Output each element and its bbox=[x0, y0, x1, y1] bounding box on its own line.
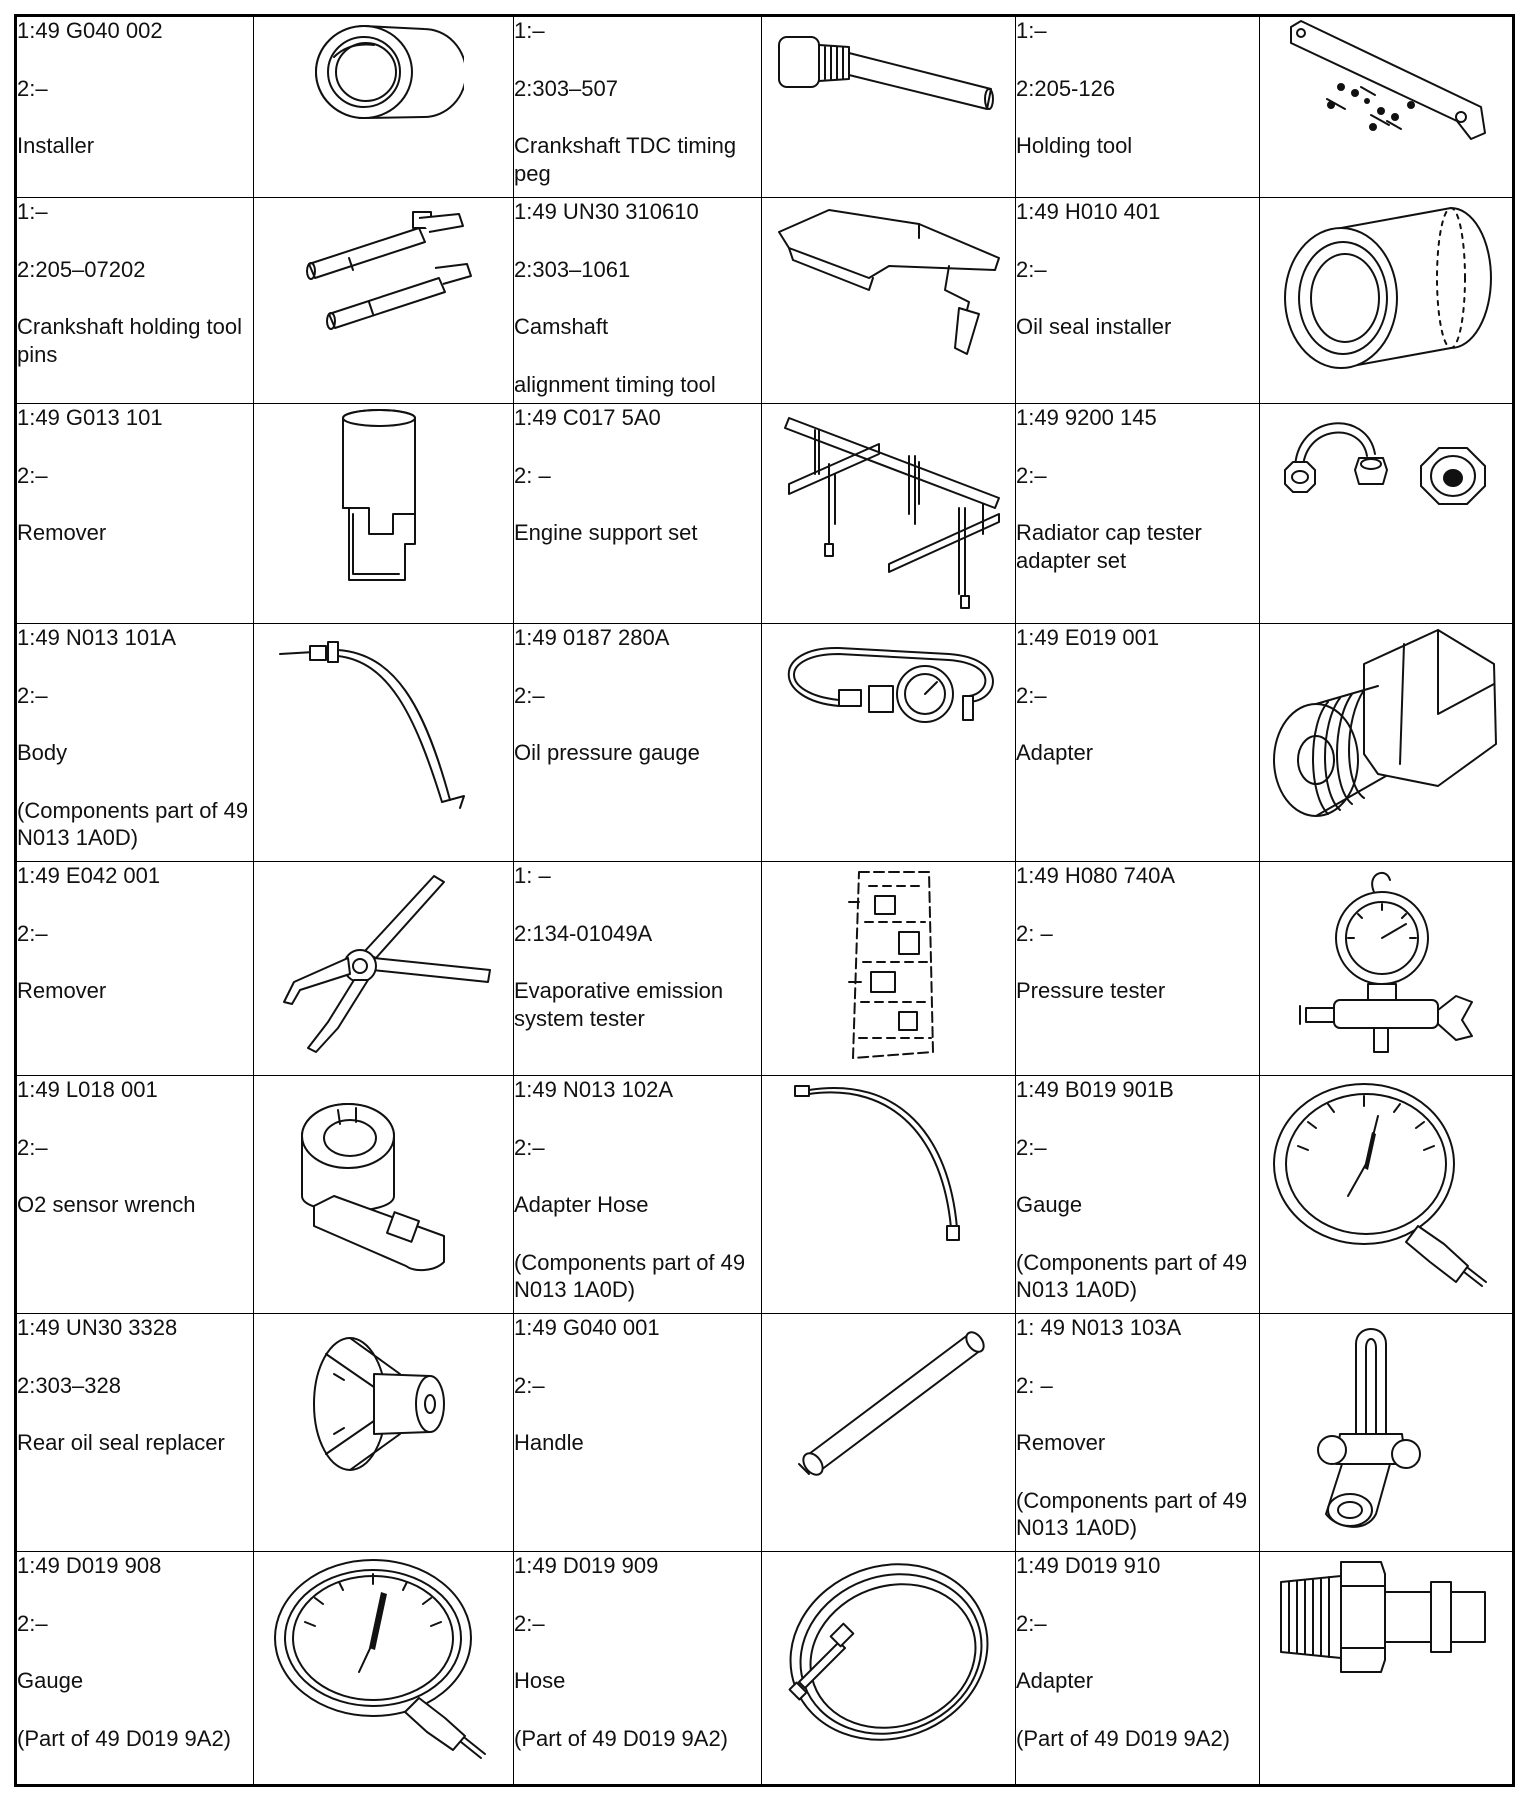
radiator-cap-adapter-icon bbox=[1271, 404, 1501, 524]
tool-text-cell bbox=[514, 862, 762, 1076]
table-row bbox=[16, 1552, 1514, 1786]
tool-number-1: 1:49 E019 001 bbox=[1016, 625, 1160, 650]
tool-number-2: 2: – bbox=[514, 462, 551, 488]
tool-text-cell bbox=[514, 624, 762, 862]
tool-image-cell bbox=[762, 404, 1016, 624]
tool-image-cell bbox=[1260, 624, 1514, 862]
tool-number-1: 1:49 E042 001 bbox=[17, 863, 161, 888]
tool-image-cell bbox=[1260, 1314, 1514, 1552]
pliers-remover-icon bbox=[264, 862, 504, 1062]
tool-name: Pressure tester bbox=[1016, 978, 1166, 1003]
tool-number-2: 2: – bbox=[1016, 920, 1053, 946]
table-row bbox=[16, 198, 1514, 404]
gauge-large-icon bbox=[269, 1552, 499, 1772]
tool-note: (Components part of 49 N013 1A0D) bbox=[1016, 1249, 1248, 1302]
tool-image-cell bbox=[254, 198, 514, 404]
quick-coupler-adapter-icon bbox=[1271, 1552, 1501, 1682]
tool-number-1: 1:49 G040 001 bbox=[514, 1315, 660, 1340]
tool-number-2: 2:– bbox=[1016, 256, 1047, 282]
tool-number-1: 1:49 9200 145 bbox=[1016, 405, 1157, 430]
coiled-hose-icon bbox=[779, 1552, 999, 1752]
tool-image-cell bbox=[254, 862, 514, 1076]
tool-number-1: 1:49 UN30 3328 bbox=[17, 1315, 178, 1340]
tool-name: Oil seal installer bbox=[1016, 314, 1172, 339]
tool-text-cell bbox=[16, 404, 254, 624]
tool-image-cell bbox=[1260, 404, 1514, 624]
tool-text-cell bbox=[1016, 404, 1260, 624]
tool-image-cell bbox=[1260, 862, 1514, 1076]
holding-tool-icon bbox=[1271, 17, 1501, 157]
tool-text-cell bbox=[514, 404, 762, 624]
tool-number-2: 2:– bbox=[17, 682, 48, 708]
tool-text-cell bbox=[1016, 624, 1260, 862]
tool-image-cell bbox=[1260, 198, 1514, 404]
tool-note: (Part of 49 D019 9A2) bbox=[1016, 1725, 1231, 1751]
tool-name: Holding tool bbox=[1016, 133, 1133, 158]
holding-pins-icon bbox=[289, 198, 479, 338]
tool-text-cell bbox=[1016, 198, 1260, 404]
tool-name: Gauge bbox=[17, 1668, 84, 1693]
tool-name: Hose bbox=[514, 1668, 566, 1693]
tool-text-cell bbox=[16, 1314, 254, 1552]
tool-number-1: 1: 49 N013 103A bbox=[1016, 1315, 1182, 1340]
tool-text-cell bbox=[514, 1076, 762, 1314]
tool-name: Remover bbox=[17, 978, 107, 1003]
special-tools-table bbox=[14, 14, 1515, 1787]
tool-name: Engine support set bbox=[514, 520, 698, 545]
tool-image-cell bbox=[1260, 1552, 1514, 1786]
tool-image-cell bbox=[1260, 1076, 1514, 1314]
tool-text-cell bbox=[514, 1314, 762, 1552]
tool-name: Crankshaft holding tool pins bbox=[17, 314, 243, 367]
gauge-icon bbox=[1268, 1076, 1504, 1296]
tool-number-1: 1:49 D019 908 bbox=[17, 1553, 162, 1578]
tool-image-cell bbox=[254, 624, 514, 862]
tool-image-cell bbox=[254, 16, 514, 198]
timing-peg-icon bbox=[769, 17, 1009, 127]
tool-text-cell bbox=[16, 16, 254, 198]
tool-number-1: 1:– bbox=[1016, 18, 1047, 43]
tool-number-2: 2:– bbox=[17, 462, 48, 488]
camshaft-alignment-tool-icon bbox=[769, 198, 1009, 368]
special-tools-sheet bbox=[14, 14, 1512, 1784]
tool-text-cell bbox=[16, 1552, 254, 1786]
tool-text-cell bbox=[16, 198, 254, 404]
table-row bbox=[16, 624, 1514, 862]
tool-name: Gauge bbox=[1016, 1192, 1083, 1217]
tool-number-2: 2:– bbox=[514, 1134, 545, 1160]
o2-sensor-wrench-icon bbox=[294, 1076, 474, 1276]
tool-name: Remover bbox=[1016, 1430, 1106, 1455]
tool-number-2: 2:– bbox=[1016, 1134, 1047, 1160]
tool-number-2: 2:– bbox=[1016, 1610, 1047, 1636]
tool-number-2: 2:303–328 bbox=[17, 1372, 121, 1398]
tool-text-cell bbox=[1016, 1314, 1260, 1552]
tool-note: (Components part of 49 N013 1A0D) bbox=[1016, 1487, 1248, 1540]
evap-tester-icon bbox=[829, 862, 949, 1062]
tool-number-2: 2:– bbox=[17, 1134, 48, 1160]
tool-name: Adapter bbox=[1016, 740, 1094, 765]
table-row bbox=[16, 404, 1514, 624]
tool-image-cell bbox=[762, 16, 1016, 198]
tool-image-cell bbox=[762, 1076, 1016, 1314]
threaded-adapter-icon bbox=[1268, 624, 1504, 824]
tool-number-1: 1:49 UN30 310610 bbox=[514, 199, 699, 224]
tool-number-1: 1:– bbox=[17, 199, 48, 224]
tool-name: Adapter Hose bbox=[514, 1192, 649, 1217]
tool-name: Body bbox=[17, 740, 68, 765]
tool-number-1: 1:49 0187 280A bbox=[514, 625, 670, 650]
tool-text-cell bbox=[1016, 862, 1260, 1076]
tool-text-cell bbox=[16, 862, 254, 1076]
tool-number-1: 1:49 D019 910 bbox=[1016, 1553, 1161, 1578]
rear-seal-replacer-icon bbox=[304, 1314, 464, 1484]
table-row bbox=[16, 862, 1514, 1076]
tool-image-cell bbox=[254, 1076, 514, 1314]
tool-number-2: 2:134-01049A bbox=[514, 920, 653, 946]
remover-sleeve-icon bbox=[329, 404, 439, 584]
tool-number-2: 2:205–07202 bbox=[17, 256, 146, 282]
tool-name: Installer bbox=[17, 133, 95, 158]
tool-number-2: 2:– bbox=[1016, 682, 1047, 708]
tool-image-cell bbox=[254, 1314, 514, 1552]
tool-name: Adapter bbox=[1016, 1668, 1094, 1693]
table-row bbox=[16, 1076, 1514, 1314]
tool-text-cell bbox=[1016, 1552, 1260, 1786]
tool-image-cell bbox=[762, 198, 1016, 404]
engine-support-set-icon bbox=[769, 404, 1009, 614]
tool-name: Crankshaft TDC timing peg bbox=[514, 133, 737, 186]
tool-number-2: 2:303–1061 bbox=[514, 256, 631, 282]
tool-name: Camshaft bbox=[514, 314, 609, 339]
tool-number-2: 2: – bbox=[1016, 1372, 1053, 1398]
table-row bbox=[16, 16, 1514, 198]
tool-image-cell bbox=[254, 1552, 514, 1786]
installer-ring-icon bbox=[304, 17, 464, 127]
tool-number-1: 1:49 G013 101 bbox=[17, 405, 163, 430]
tool-note: (Part of 49 D019 9A2) bbox=[17, 1725, 232, 1751]
tool-name-continued: alignment timing tool bbox=[514, 371, 716, 397]
tool-text-cell bbox=[1016, 1076, 1260, 1314]
tool-number-2: 2:– bbox=[514, 1372, 545, 1398]
tool-number-1: 1:49 N013 101A bbox=[17, 625, 177, 650]
tool-note: (Part of 49 D019 9A2) bbox=[514, 1725, 729, 1751]
tool-number-1: 1:49 B019 901B bbox=[1016, 1077, 1174, 1102]
tool-note: (Components part of 49 N013 1A0D) bbox=[17, 797, 249, 850]
tool-number-1: 1:– bbox=[514, 18, 545, 43]
tool-number-1: 1:49 N013 102A bbox=[514, 1077, 674, 1102]
tool-number-1: 1:49 D019 909 bbox=[514, 1553, 659, 1578]
tool-text-cell bbox=[16, 1076, 254, 1314]
tool-image-cell bbox=[762, 862, 1016, 1076]
tool-image-cell bbox=[762, 624, 1016, 862]
tool-number-2: 2:– bbox=[514, 682, 545, 708]
tool-name: Rear oil seal replacer bbox=[17, 1430, 225, 1455]
tool-number-2: 2:– bbox=[17, 920, 48, 946]
tool-number-2: 2:– bbox=[514, 1610, 545, 1636]
tool-text-cell bbox=[1016, 16, 1260, 198]
tool-number-2: 2:– bbox=[1016, 462, 1047, 488]
body-probe-icon bbox=[274, 624, 494, 824]
tool-name: O2 sensor wrench bbox=[17, 1192, 196, 1217]
tool-name: Remover bbox=[17, 520, 107, 545]
oil-seal-installer-icon bbox=[1271, 198, 1501, 378]
tool-text-cell bbox=[514, 1552, 762, 1786]
table-row bbox=[16, 1314, 1514, 1552]
tool-name: Evaporative emission system tester bbox=[514, 978, 724, 1031]
adapter-hose-icon bbox=[789, 1076, 989, 1246]
tool-number-1: 1:49 C017 5A0 bbox=[514, 405, 661, 430]
tool-number-1: 1:49 H080 740A bbox=[1016, 863, 1176, 888]
tool-text-cell bbox=[16, 624, 254, 862]
oil-pressure-gauge-icon bbox=[769, 624, 1009, 754]
tool-number-2: 2:205-126 bbox=[1016, 75, 1116, 101]
tool-image-cell bbox=[254, 404, 514, 624]
tool-image-cell bbox=[762, 1552, 1016, 1786]
tool-number-2: 2:– bbox=[17, 75, 48, 101]
handle-bar-icon bbox=[779, 1314, 999, 1484]
pressure-tester-icon bbox=[1286, 862, 1486, 1062]
tool-number-1: 1:49 G040 002 bbox=[17, 18, 163, 43]
tool-name: Oil pressure gauge bbox=[514, 740, 700, 765]
tool-number-2: 2:303–507 bbox=[514, 75, 618, 101]
tool-number-2: 2:– bbox=[17, 1610, 48, 1636]
tool-name: Radiator cap tester adapter set bbox=[1016, 520, 1202, 573]
tool-text-cell bbox=[514, 198, 762, 404]
tool-number-1: 1:49 L018 001 bbox=[17, 1077, 158, 1102]
tool-image-cell bbox=[1260, 16, 1514, 198]
tool-image-cell bbox=[762, 1314, 1016, 1552]
tool-name: Handle bbox=[514, 1430, 584, 1455]
hook-remover-icon bbox=[1296, 1314, 1476, 1544]
tool-note: (Components part of 49 N013 1A0D) bbox=[514, 1249, 746, 1302]
tool-text-cell bbox=[514, 16, 762, 198]
tool-number-1: 1: – bbox=[514, 863, 551, 888]
tool-number-1: 1:49 H010 401 bbox=[1016, 199, 1161, 224]
